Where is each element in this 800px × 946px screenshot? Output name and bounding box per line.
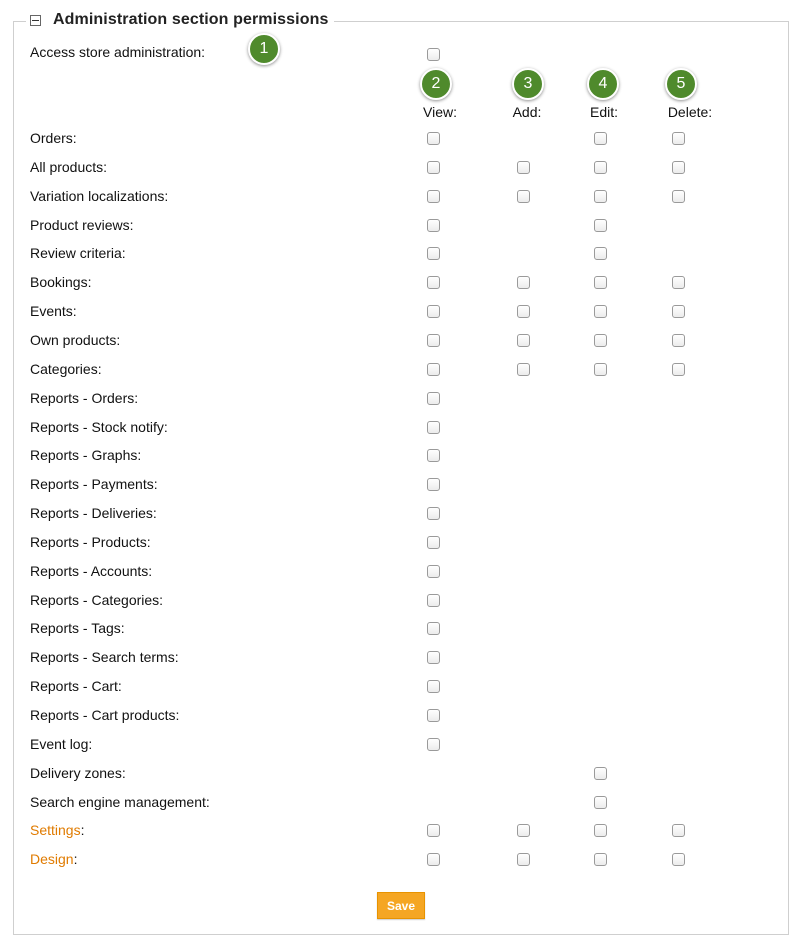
permission-checkbox-edit[interactable] (594, 853, 607, 866)
collapse-icon[interactable] (30, 15, 41, 26)
permission-checkbox-edit[interactable] (594, 161, 607, 174)
permission-checkbox-add[interactable] (517, 363, 530, 376)
permission-row-label: Reports - Deliveries: (30, 505, 157, 521)
permission-checkbox-edit[interactable] (594, 767, 607, 780)
permission-checkbox-edit[interactable] (594, 796, 607, 809)
permission-row-label: Review criteria: (30, 245, 126, 261)
permission-checkbox-view[interactable] (427, 680, 440, 693)
permission-checkbox-view[interactable] (427, 247, 440, 260)
permission-checkbox-edit[interactable] (594, 824, 607, 837)
column-header-delete: Delete: (667, 104, 713, 120)
permission-row-label: Reports - Accounts: (30, 563, 153, 579)
callout-badge-4: 4 (587, 68, 619, 100)
permission-row-label: Own products: (30, 332, 121, 348)
column-header-edit: Edit: (589, 104, 618, 120)
permission-checkbox-delete[interactable] (672, 161, 685, 174)
permission-checkbox-add[interactable] (517, 824, 530, 837)
permission-checkbox-view[interactable] (427, 853, 440, 866)
permission-checkbox-view[interactable] (427, 507, 440, 520)
permission-row-label: Reports - Graphs: (30, 447, 142, 463)
permission-checkbox-view[interactable] (427, 276, 440, 289)
callout-badge-2: 2 (420, 68, 452, 100)
permission-checkbox-delete[interactable] (672, 305, 685, 318)
permission-checkbox-view[interactable] (427, 824, 440, 837)
permission-checkbox-delete[interactable] (672, 334, 685, 347)
permission-row-label: Reports - Payments: (30, 476, 158, 492)
permission-row-label: Reports - Cart products: (30, 707, 180, 723)
permission-checkbox-view[interactable] (427, 190, 440, 203)
permission-checkbox-view[interactable] (427, 132, 440, 145)
permission-checkbox-edit[interactable] (594, 219, 607, 232)
permission-checkbox-delete[interactable] (672, 132, 685, 145)
permission-checkbox-delete[interactable] (672, 363, 685, 376)
permission-checkbox-add[interactable] (517, 305, 530, 318)
permission-checkbox-edit[interactable] (594, 363, 607, 376)
permission-row-label: All products: (30, 159, 108, 175)
permission-checkbox-view[interactable] (427, 392, 440, 405)
label-suffix: : (80, 822, 85, 838)
permission-checkbox-view[interactable] (427, 709, 440, 722)
permission-checkbox-add[interactable] (517, 334, 530, 347)
permission-checkbox-view[interactable] (427, 651, 440, 664)
permission-checkbox-view[interactable] (427, 565, 440, 578)
permission-checkbox-view[interactable] (427, 219, 440, 232)
permission-row-label: Categories: (30, 361, 102, 377)
permission-checkbox-view[interactable] (427, 161, 440, 174)
column-header-view: View: (423, 104, 457, 120)
permission-checkbox-view[interactable] (427, 622, 440, 635)
permission-checkbox-delete[interactable] (672, 190, 685, 203)
permission-row-label (30, 822, 84, 838)
permission-row-label: Search engine management: (30, 794, 210, 810)
permission-row-label (30, 851, 77, 867)
access-store-checkbox[interactable] (427, 48, 440, 61)
permission-row-label: Reports - Tags: (30, 620, 125, 636)
section-title: Administration section permissions (53, 11, 329, 28)
permission-row-label: Reports - Cart: (30, 678, 122, 694)
permission-checkbox-add[interactable] (517, 161, 530, 174)
permission-checkbox-view[interactable] (427, 449, 440, 462)
permission-row-label: Events: (30, 303, 77, 319)
permission-checkbox-add[interactable] (517, 276, 530, 289)
permission-row-label: Reports - Stock notify: (30, 419, 168, 435)
save-button[interactable]: Save (377, 892, 425, 919)
permission-checkbox-delete[interactable] (672, 824, 685, 837)
callout-badge-5: 5 (665, 68, 697, 100)
permission-checkbox-view[interactable] (427, 421, 440, 434)
permission-row-label: Reports - Search terms: (30, 649, 179, 665)
permission-checkbox-view[interactable] (427, 536, 440, 549)
permission-link[interactable]: Design (30, 851, 74, 867)
permission-link[interactable]: Settings (30, 822, 81, 838)
access-store-label: Access store administration: (30, 44, 206, 60)
permission-row-label: Delivery zones: (30, 765, 126, 781)
permission-checkbox-delete[interactable] (672, 276, 685, 289)
permission-checkbox-edit[interactable] (594, 305, 607, 318)
permission-checkbox-edit[interactable] (594, 334, 607, 347)
permission-row-label: Reports - Products: (30, 534, 151, 550)
permission-checkbox-view[interactable] (427, 478, 440, 491)
permission-row-label: Bookings: (30, 274, 92, 290)
permission-row-label: Reports - Categories: (30, 592, 164, 608)
column-header-add: Add: (512, 104, 542, 120)
permission-checkbox-edit[interactable] (594, 190, 607, 203)
permission-row-label: Event log: (30, 736, 93, 752)
permission-checkbox-delete[interactable] (672, 853, 685, 866)
permission-checkbox-add[interactable] (517, 853, 530, 866)
permission-checkbox-view[interactable] (427, 334, 440, 347)
callout-badge-3: 3 (512, 68, 544, 100)
label-suffix: : (73, 851, 78, 867)
permission-checkbox-view[interactable] (427, 738, 440, 751)
permission-checkbox-view[interactable] (427, 305, 440, 318)
callout-badge-1: 1 (248, 33, 280, 65)
permission-checkbox-edit[interactable] (594, 276, 607, 289)
permission-checkbox-add[interactable] (517, 190, 530, 203)
section-legend (26, 9, 334, 31)
permission-row-label: Reports - Orders: (30, 390, 139, 406)
permission-checkbox-edit[interactable] (594, 132, 607, 145)
permission-row-label: Variation localizations: (30, 188, 169, 204)
permission-row-label: Product reviews: (30, 217, 134, 233)
permission-checkbox-view[interactable] (427, 363, 440, 376)
permission-checkbox-edit[interactable] (594, 247, 607, 260)
permission-row-label: Orders: (30, 130, 77, 146)
permission-checkbox-view[interactable] (427, 594, 440, 607)
